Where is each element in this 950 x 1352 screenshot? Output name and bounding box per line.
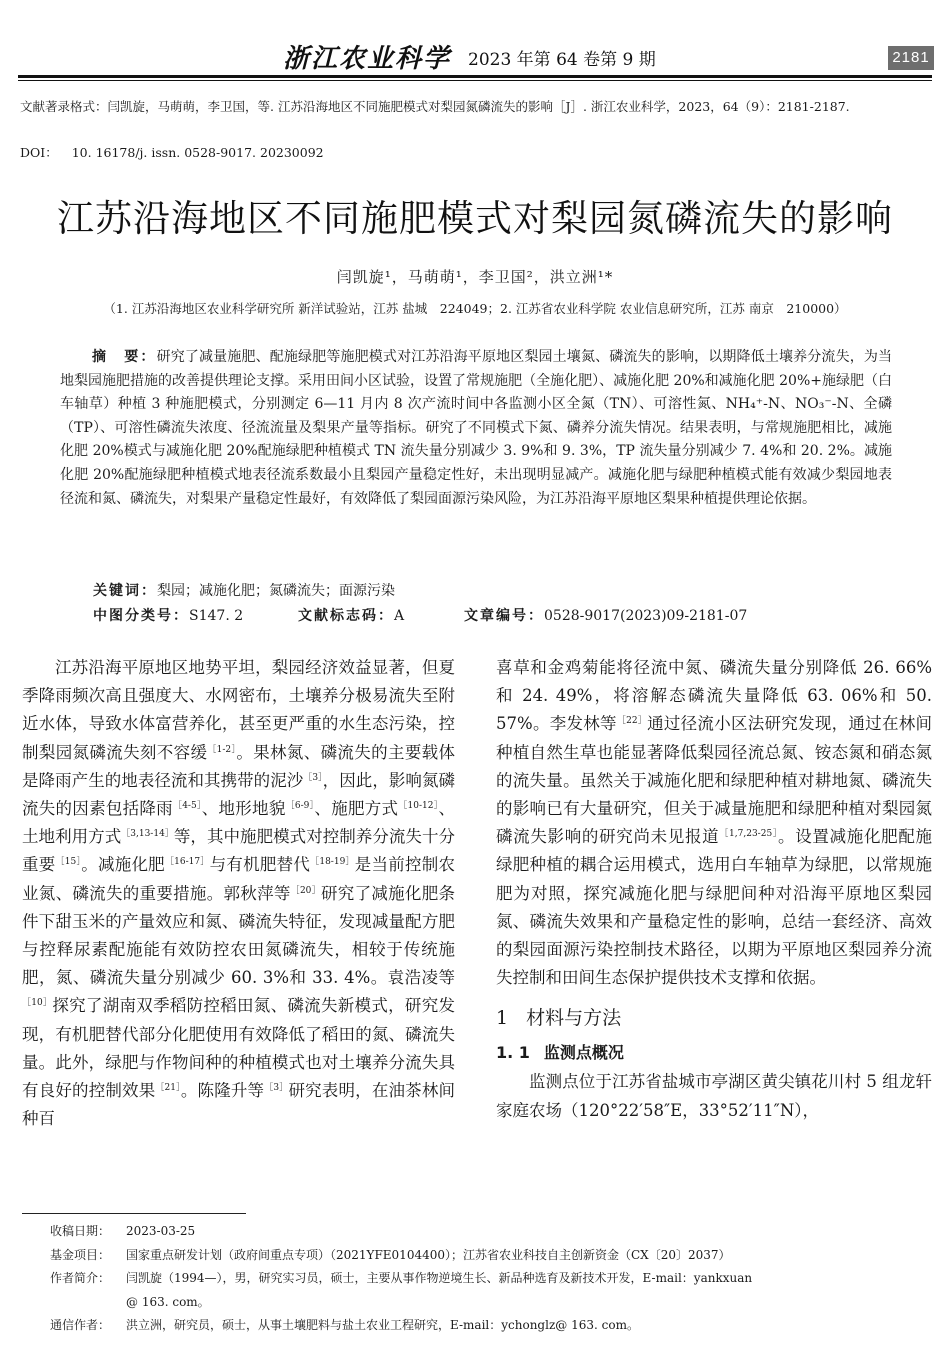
ref-marker[interactable]: ［10-12］ (398, 801, 439, 812)
text-run: 。减施化肥 (81, 855, 165, 875)
footnote-fund (50, 1244, 934, 1268)
header-rule-thin (18, 80, 932, 81)
intro-paragraph-continued (496, 654, 932, 992)
keywords-label: 关键词： (93, 583, 157, 599)
doi-label: DOI： (20, 145, 58, 160)
section-number: 1 (496, 1007, 509, 1030)
text-run: 。陈隆升等 (180, 1081, 265, 1101)
article-no-group (464, 605, 747, 625)
text-run: 。设置减施化肥配施绿肥种植的耦合运用模式，选用白车轴草为绿肥，以常规施肥为对照，探究减施化肥与绿肥间种对沿海平原地区梨园氮、磷流失效果和产量稳定性的影响，总结一套经济、高效的梨园面源污染控制技术路径，以期为平原地区梨园养分流失控制和田间生态保护提供技术支撑和依据。 (496, 827, 933, 988)
article-no-label: 文章编号： (464, 608, 544, 624)
doc-code-group (298, 605, 404, 625)
abstract-label: 摘 要： (92, 349, 157, 365)
section-heading-1 (496, 998, 932, 1038)
footnote-label: 基金项目： (50, 1247, 111, 1262)
issue-info: 2023 年第 64 卷第 9 期 (468, 50, 656, 70)
section-number: 1. 1 (496, 1043, 530, 1063)
section-heading-1-1 (496, 1038, 932, 1068)
clc-group (93, 605, 243, 625)
affiliations: （1. 江苏沿海地区农业科学研究所 新洋试验站，江苏 盐城 224049；2. 江苏省农业科学院 农业信息研究所，江苏 南京 210000） (103, 301, 847, 316)
intro-paragraph (22, 654, 455, 1133)
ref-marker[interactable]: ［18-19］ (310, 857, 355, 868)
footnotes (50, 1220, 934, 1338)
text-run: 通过径流小区法研究发现，通过在林间种植自然生草也能显著降低梨园径流总氮、铵态氮和硝态氮的流失量。虽然关于减施化肥和绿肥种植对耕地氮、磷流失的影响已有大量研究，但关于减量施肥和绿肥种植对梨园氮磷流失影响的研究尚未见报道 (496, 714, 932, 847)
keywords (93, 580, 395, 600)
ref-marker[interactable]: ［1,7,23-25］ (719, 829, 779, 840)
text-run: 、地形地貌 (201, 799, 286, 819)
footnote-label: 作者简介： (50, 1271, 111, 1285)
ref-marker[interactable]: ［1-2］ (207, 744, 237, 755)
ref-marker[interactable]: ［3,13-14］ (121, 829, 174, 840)
text-run: 研究表明，在油茶林间种百 (22, 1081, 455, 1129)
doi-line (20, 143, 324, 161)
ref-marker[interactable]: ［10］ (22, 998, 53, 1009)
body-left-column (22, 654, 455, 1133)
clc-value: S147. 2 (189, 608, 244, 624)
text-run: 研究了减施化肥条件下甜玉米的产量效应和氮、磷流失特征，发现减量配方肥与控释尿素配施能有效防控农田氮磷流失，相较于传统施肥，氮、磷流失量分别减少 60. 3%和 33. 4%。袁浩凌等 (22, 883, 456, 988)
footnote-rule (22, 1213, 246, 1214)
ref-marker[interactable]: ［6-9］ (285, 801, 315, 812)
article-title: 江苏沿海地区不同施肥模式对梨园氮磷流失的影响 (57, 197, 893, 240)
ref-marker[interactable]: ［15］ (55, 857, 82, 868)
ref-marker[interactable]: ［22］ (616, 716, 648, 727)
ref-marker[interactable]: ［3］ (264, 1083, 289, 1094)
authors: 闫凯旋¹，马萌萌¹，李卫国²，洪立洲¹* (336, 268, 614, 286)
doc-code-label: 文献标志码： (298, 608, 394, 624)
section-1-1-paragraph: 监测点位于江苏省盐城市亭湖区黄尖镇花川村 5 组龙轩家庭农场（120°22′58″E，33°52′11″N）， (496, 1072, 932, 1120)
text-run: 与有机肥替代 (209, 855, 311, 875)
footnote-corresponding (50, 1314, 934, 1338)
page-number: 2181 (888, 46, 934, 70)
text-run: 等，其中施肥模式对控制养分流失十分重要 (22, 827, 456, 875)
text-run: 喜草和金鸡菊能将径流中氮、磷流失量分别降低 26. 66%和 24. 49%，将溶解态磷流失量降低 63. 06%和 50. 57%。李发林等 (496, 658, 932, 734)
text-run: 、施肥方式 (314, 799, 399, 819)
text-run: 、土地利用方式 (22, 799, 456, 847)
ref-marker[interactable]: ［3］ (303, 772, 323, 783)
footnote-text: 国家重点研发计划（政府间重点专项）（2021YFE0104400）；江苏省农业科技自主创新资金（CX〔20〕2037） (126, 1247, 731, 1262)
body-right-column (496, 654, 932, 1125)
text-run: 。果林氮、磷流失的主要载体是降雨产生的地表径流和其携带的泥沙 (22, 742, 456, 790)
text-run: 探究了湖南双季稻防控稻田氮、磷流失新模式，研究发现，有机肥替代部分化肥使用有效降低了稻田的氮、磷流失量。此外，绿肥与作物间种的种植模式也对土壤养分流失具有良好的控制效果 (22, 996, 456, 1101)
clc-label: 中图分类号： (93, 608, 189, 624)
footnote-label: 通信作者： (50, 1318, 111, 1332)
keywords-text: 梨园；减施化肥；氮磷流失；面源污染 (157, 583, 395, 599)
text-run: 是当前控制农业氮、磷流失的重要措施。郭秋萍等 (22, 855, 456, 903)
ref-marker[interactable]: ［16-17］ (164, 857, 210, 868)
section-title: 监测点概况 (543, 1043, 624, 1063)
footnote-text: 闫凯旋（1994—），男，研究实习员，硕士，主要从事作物逆境生长、新品种选育及新技术开发，E-mail：yankxuan (126, 1271, 753, 1285)
text-run: ，因此，影响氮磷流失的因素包括降雨 (22, 770, 455, 819)
ref-marker[interactable]: ［4-5］ (172, 801, 202, 812)
abstract-text: 研究了减量施肥、配施绿肥等施肥模式对江苏沿海平原地区梨园土壤氮、磷流失的影响，以期降低土壤养分流失，为当地梨园施肥措施的改善提供理论支撑。采用田间小区试验，设置了常规施肥（全施化肥）、减施化肥 20%和减施化肥 20%+施绿肥（白车轴草）种植 3 种施肥模式，分别测定 6—11 月内 8 次产流时间中各监测小区全氮（TN）、可溶性氮、NH₄⁺-N、NO₃⁻-N、全磷（TP）、可溶性磷流失浓度、径流流量及梨果产量等指标。研究了不同模式下氮、磷养分流失情况。结果表明，与常规施肥相比，减施化肥 20%模式与减施化肥 20%配施绿肥种植模式 TN 流失量分别减少 3. 9%和 9. 3%，TP 流失量分别减少 7. 4%和 20. 2%。减施化肥 20%配施绿肥种植模式地表径流系数最小且梨园产量稳定性好，未出现明显减产。减施化肥与绿肥种植模式能有效减少梨园地表径流和氮、磷流失，对梨果产量稳定性最好，有效降低了梨园面源污染风险，为江苏沿海平原地区梨果种植提供理论依据。 (60, 349, 893, 507)
text-run: 江苏沿海平原地区地势平坦，梨园经济效益显著，但夏季降雨频次高且强度大、水网密布，土壤养分极易流失至附近水体，导致水体富营养化，甚至更严重的水生态污染，控制梨园氮磷流失刻不容缓 (22, 658, 455, 762)
footnote-author-email-cont[interactable]: @ 163. com。 (126, 1294, 210, 1309)
page-header (0, 0, 950, 80)
doc-code-value: A (394, 608, 405, 624)
citation-format: 文献著录格式：闫凯旋，马萌萌，李卫国，等. 江苏沿海地区不同施肥模式对梨园氮磷流失的影响［J］. 浙江农业科学，2023，64（9）：2181-2187. (20, 99, 850, 114)
footnote-author (50, 1267, 934, 1291)
journal-logo: 浙江农业科学 (283, 44, 452, 74)
article-no-value: 0528-9017(2023)09-2181-07 (544, 608, 748, 624)
footnote-label: 收稿日期： (50, 1224, 111, 1238)
ref-marker[interactable]: ［21］ (155, 1083, 181, 1094)
footnote-text: 洪立洲，研究员，硕士，从事土壤肥料与盐土农业工程研究，E-mail：ychonglz@ 163. com。 (126, 1318, 639, 1332)
footnote-received (50, 1220, 934, 1244)
abstract (60, 346, 892, 511)
doi-value[interactable]: 10. 16178/j. issn. 0528-9017. 20230092 (71, 145, 324, 160)
footnote-text: 2023-03-25 (126, 1224, 196, 1238)
ref-marker[interactable]: ［20］ (290, 885, 321, 896)
header-rule-thick (18, 75, 932, 78)
section-title: 材料与方法 (526, 1007, 622, 1030)
